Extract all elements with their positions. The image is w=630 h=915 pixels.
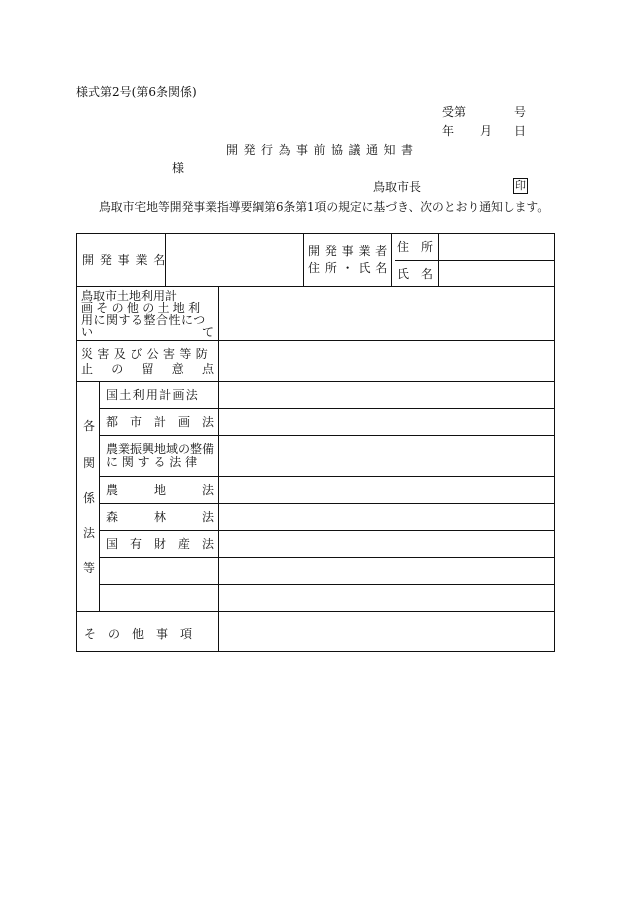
issuer-name: 鳥取市長 [373, 180, 422, 194]
law-label-forest: 森 林 法 [106, 510, 215, 524]
land-use-label-line3: 用に関する整合性につ [81, 313, 206, 327]
laws-group-char: 法 [83, 526, 96, 540]
disaster-label-line1: 災害及び公害等防 [81, 347, 213, 361]
address-label: 住 所 [397, 240, 434, 254]
addressee-honorific: 様 [172, 161, 185, 175]
laws-group-char: 各 [83, 419, 96, 433]
disaster-label-line2 [81, 363, 214, 376]
law-label-agricultural-promotion-line1: 農業振興地域の整備 [106, 442, 215, 456]
date-day: 日 [514, 124, 527, 138]
disaster-label-char: 留 [141, 362, 154, 376]
land-use-label-line4-right: て [202, 325, 215, 339]
document-title: 開発行為事前協議通知書 [226, 143, 419, 157]
law-label-city-planning: 都 市 計 画 法 [106, 415, 215, 429]
receipt-suffix: 号 [514, 105, 527, 119]
disaster-label-char: 意 [171, 362, 184, 376]
laws-group-char: 係 [83, 491, 96, 505]
land-use-label-line4-left: い [81, 325, 94, 339]
receipt-prefix: 受第 [442, 105, 467, 119]
law-label-national-land-use: 国土利用計画法 [106, 388, 200, 402]
form-number-label: 様式第2号(第6条関係) [76, 85, 197, 99]
date-year: 年 [442, 124, 455, 138]
law-label-national-property: 国 有 財 産 法 [106, 537, 215, 551]
developer-label-line2: 住 所 ・ 氏 名 [308, 261, 388, 275]
disaster-label-char: 点 [201, 362, 214, 376]
land-use-label-line1: 鳥取市土地利用計 [81, 289, 178, 303]
developer-label-line1: 開 発 事 業 者 [308, 244, 388, 258]
name-label: 氏 名 [397, 267, 434, 281]
laws-group-char: 関 [83, 456, 96, 470]
law-label-agricultural-promotion-line2: に 関 す る 法 律 [106, 455, 198, 469]
date-month: 月 [480, 124, 493, 138]
disaster-label-char: 止 [81, 362, 94, 376]
preamble-text: 鳥取市宅地等開発事業指導要綱第6条第1項の規定に基づき、次のとおり通知します。 [99, 200, 550, 214]
seal-mark: 印 [515, 179, 526, 192]
project-name-label: 開 発 事 業 名 [82, 253, 167, 267]
notification-table [76, 233, 555, 652]
laws-group-char: 等 [83, 561, 96, 575]
law-label-farmland: 農 地 法 [106, 483, 215, 497]
other-items-label: そ の 他 事 項 [84, 627, 193, 641]
disaster-label-char: の [111, 362, 124, 376]
land-use-label-line2: 画その他の土地利 [81, 301, 204, 315]
